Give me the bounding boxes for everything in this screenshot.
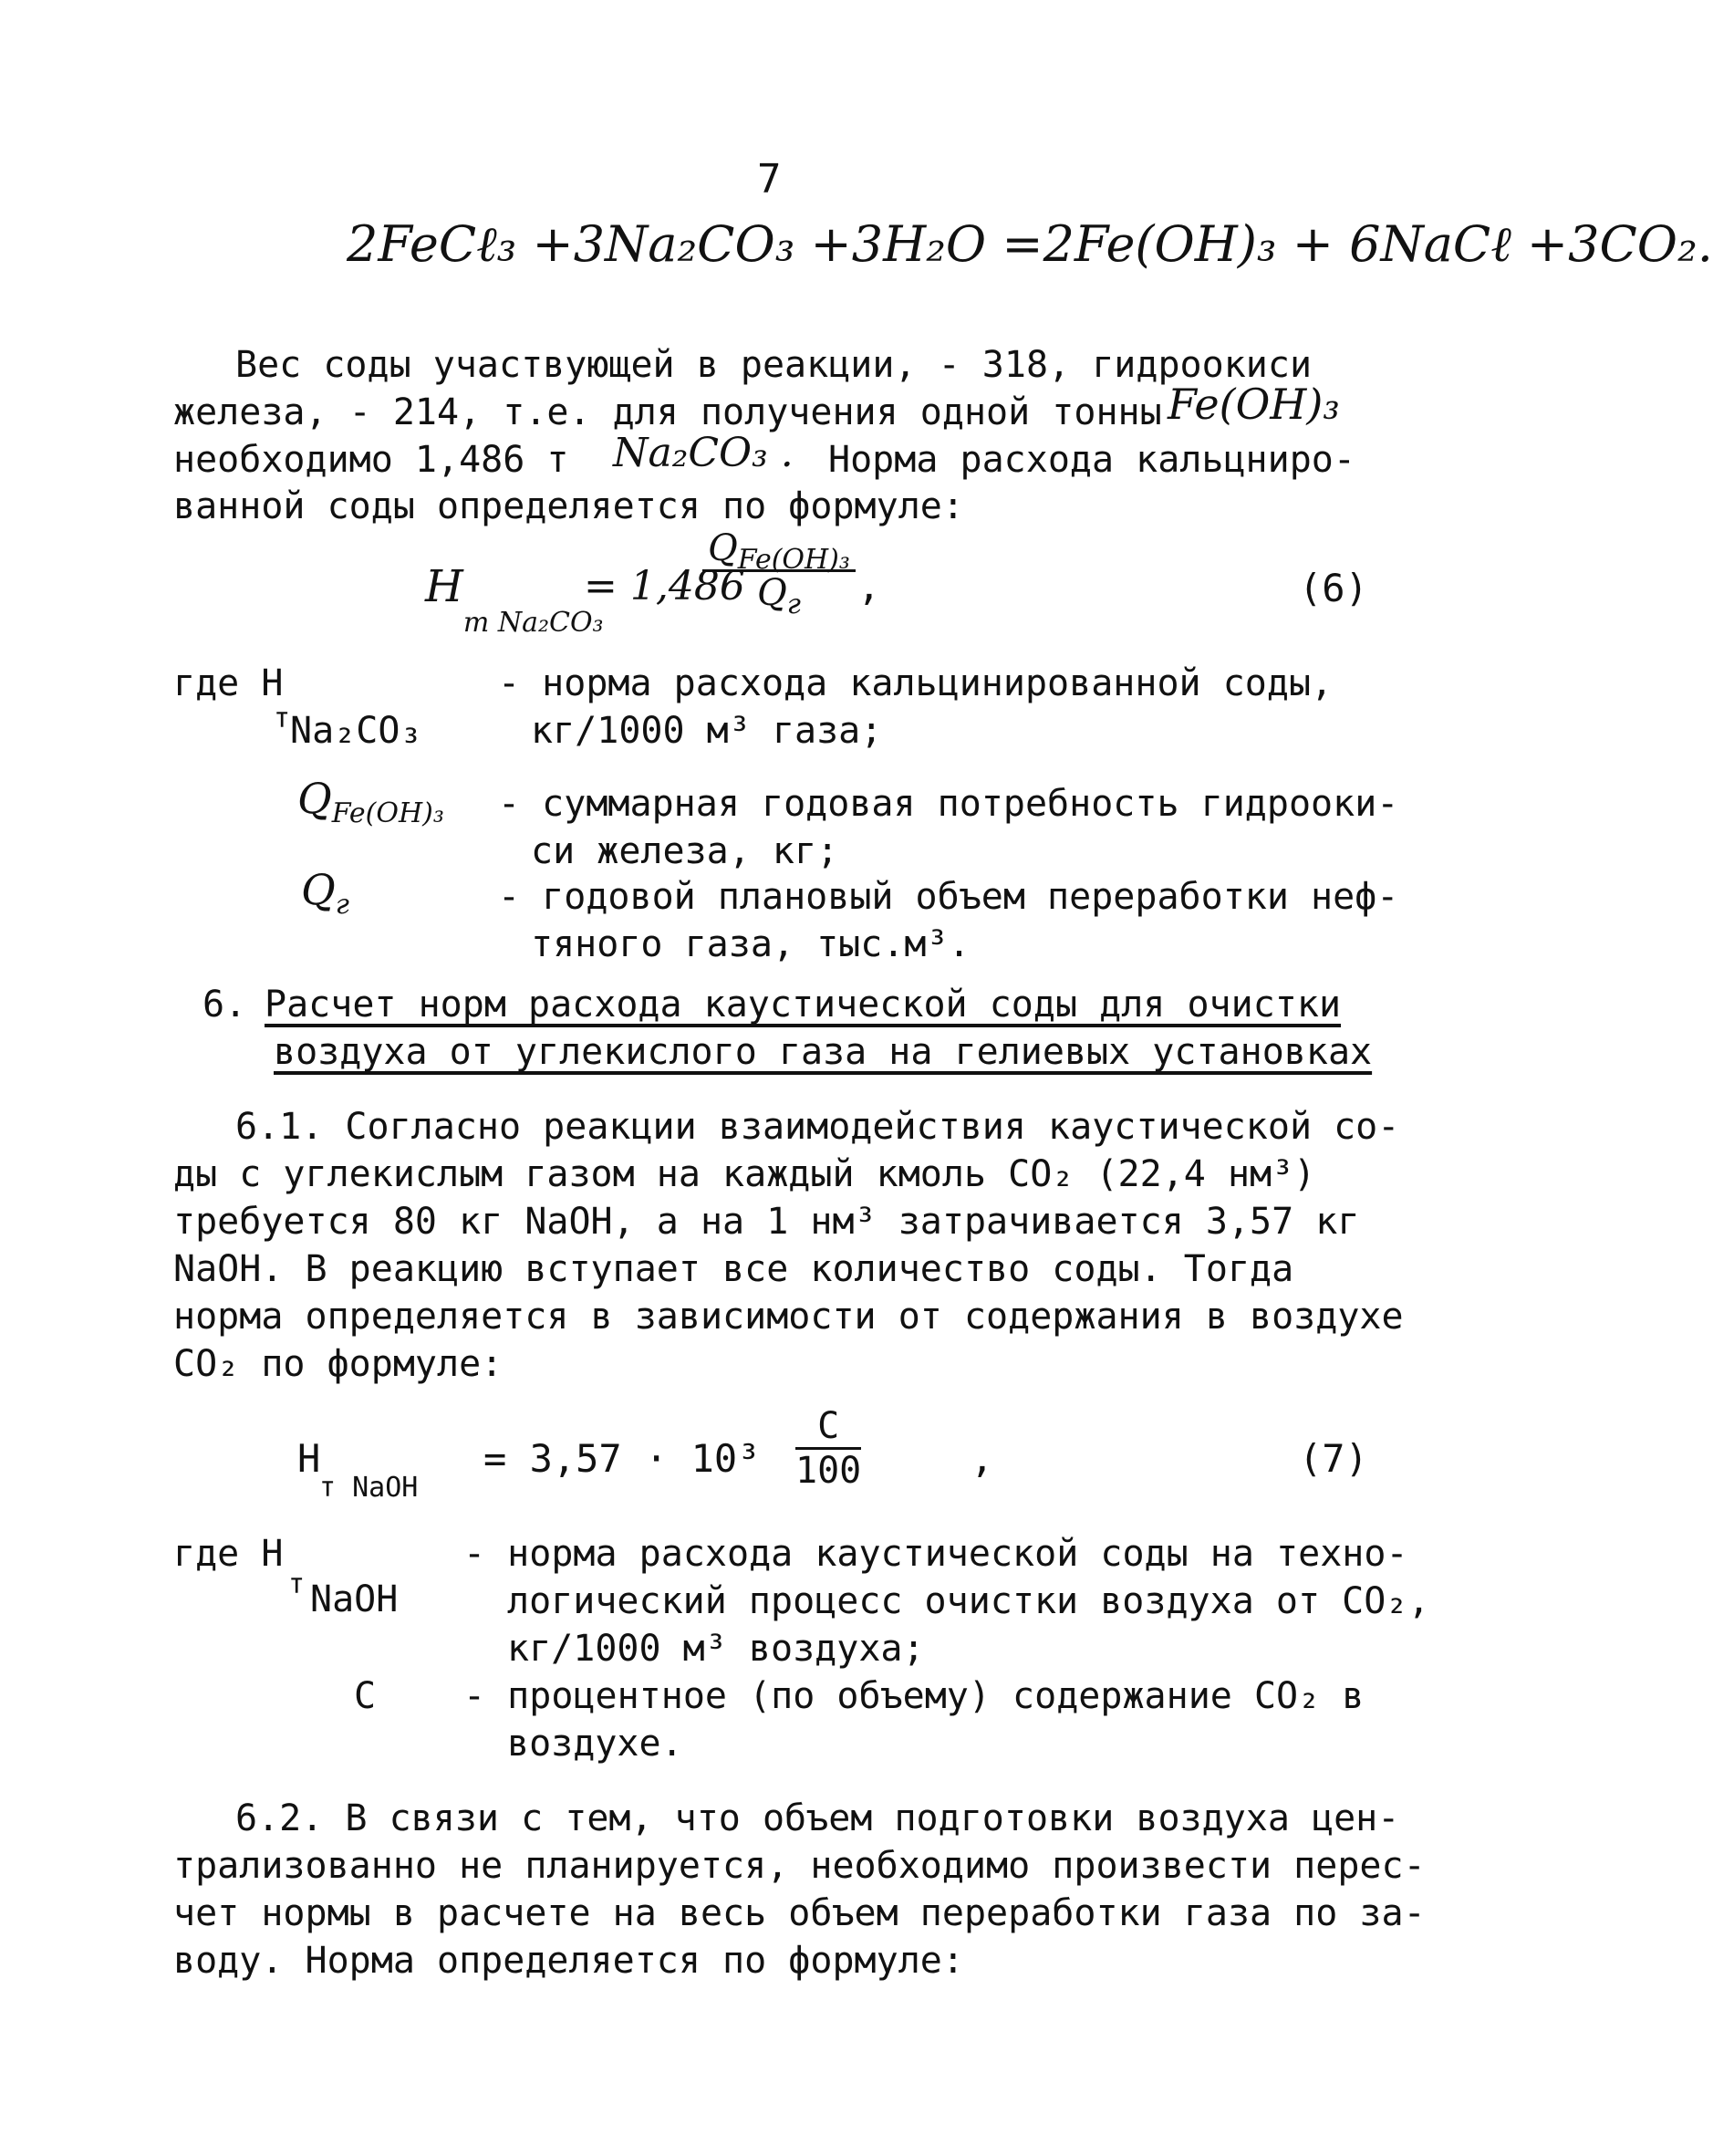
legend6-sym3-base: Q — [301, 865, 336, 914]
formula6-den: Q — [756, 572, 787, 614]
section6-title-line1: Расчет норм расхода каустической соды для очистки — [265, 984, 1342, 1026]
section6-number: 6. — [202, 984, 247, 1026]
legend6-desc3a: - годовой плановый объем переработки неф- — [498, 876, 1399, 918]
formula6-num-sub: Fe(OH)₃ — [737, 544, 850, 576]
para62-line1: 6.2. В связи с тем, что объем подготовки воздуха цен- — [235, 1797, 1400, 1839]
para1-line3a: необходимо 1,486 т — [173, 439, 569, 481]
para61-line4: NaOH. В реакцию вступает все количество соды. Тогда — [173, 1248, 1294, 1290]
para62-line4: воду. Норма определяется по формуле: — [173, 1940, 964, 1982]
para1-line4: ванной соды определяется по формуле: — [173, 485, 964, 527]
legend6-desc2b: си железа, кг; — [531, 830, 839, 872]
legend6-sym2 — [297, 774, 444, 830]
formula6-eq: = 1,486 — [584, 563, 745, 609]
formula7-fraction — [795, 1405, 861, 1492]
para61-line1: 6.1. Согласно реакции взаимодействия каустической со- — [235, 1106, 1400, 1148]
legend6-sym1: Na₂CO₃ — [290, 710, 422, 752]
legend7-where: где Н — [173, 1533, 284, 1575]
legend7-desc1c: кг/1000 м³ воздуха; — [507, 1628, 925, 1670]
fe-oh3-formula: Fe(OH)₃ — [1168, 380, 1340, 429]
formula7-lhs-sub: т NaOH — [319, 1472, 419, 1504]
legend7-sym1: NaOH — [310, 1578, 399, 1620]
formula7-num: C — [795, 1405, 861, 1450]
na2co3-formula: Na₂CO₃ . — [613, 430, 794, 476]
para61-line2: ды с углекислым газом на каждый кмоль CO₂ (22,4 нм³) — [173, 1153, 1316, 1195]
page-number: 7 — [757, 156, 782, 203]
legend6-desc1a: - норма расхода кальцинированной соды, — [498, 662, 1334, 704]
legend7-sym1-sub: т — [288, 1568, 306, 1600]
legend7-desc2b: воздухе. — [507, 1723, 683, 1765]
legend6-sym3-sub: г — [335, 889, 349, 922]
formula7-lhs-base: H — [297, 1436, 321, 1481]
legend6-sym1-sub: т — [274, 703, 291, 734]
para62-line2: трализованно не планируется, необходимо произвести перес- — [173, 1845, 1426, 1887]
legend6-desc3b: тяного газа, тыс.м³. — [531, 923, 971, 965]
para62-line3: чет нормы в расчете на весь объем переработки газа по за- — [173, 1892, 1426, 1934]
legend6-desc2a: - суммарная годовая потребность гидрооки- — [498, 783, 1399, 825]
equation-number-7: (7) — [1299, 1436, 1368, 1481]
formula7-den: 100 — [795, 1450, 862, 1492]
legend6-desc1b: кг/1000 м³ газа; — [531, 710, 883, 752]
formula7-comma: , — [971, 1436, 994, 1481]
formula6-fraction — [702, 527, 856, 620]
formula6-lhs — [425, 561, 604, 639]
legend7-desc2a: - процентное (по объему) содержание CO₂ в — [463, 1675, 1365, 1717]
equation-number-6: (6) — [1299, 566, 1368, 610]
formula7-eq: = 3,57 · 10³ — [483, 1436, 761, 1481]
para1-line3c: Норма расхода кальцниро- — [828, 439, 1355, 481]
legend7-sym2: C — [354, 1675, 377, 1717]
para1-line2: железа, - 214, т.е. для получения одной тонны — [173, 391, 1162, 433]
para61-line5: норма определяется в зависимости от содержания в воздухе — [173, 1296, 1404, 1338]
legend6-sym3 — [301, 865, 349, 922]
legend6-where: где Н — [173, 662, 284, 704]
legend6-sym2-base: Q — [297, 774, 332, 823]
legend7-desc1a: - норма расхода каустической соды на техно- — [463, 1533, 1408, 1575]
para61-line3: требуется 80 кг NaOH, а на 1 нм³ затрачивается 3,57 кг — [173, 1201, 1360, 1243]
para1-line1: Вес соды участвующей в реакции, - 318, гидроокиси — [235, 344, 1313, 386]
formula6-num: Q — [708, 527, 738, 569]
legend6-sym2-sub: Fe(OH)₃ — [331, 797, 444, 830]
formula6-den-sub: г — [786, 588, 801, 620]
formula6-lhs-base: H — [425, 561, 463, 612]
formula6-comma: , — [857, 564, 881, 609]
reaction-equation: 2FeCℓ₃ +3Na₂CO₃ +3H₂O =2Fe(OH)₃ + 6NaCℓ +3CO₂. — [347, 215, 1713, 273]
legend7-desc1b: логический процесс очистки воздуха от CO₂, — [507, 1580, 1430, 1622]
formula6-lhs-sub: т Na₂CO₃ — [462, 606, 604, 639]
section6-title-line2: воздуха от углекислого газа на гелиевых установках — [274, 1031, 1373, 1073]
para61-line6: CO₂ по формуле: — [173, 1343, 504, 1385]
